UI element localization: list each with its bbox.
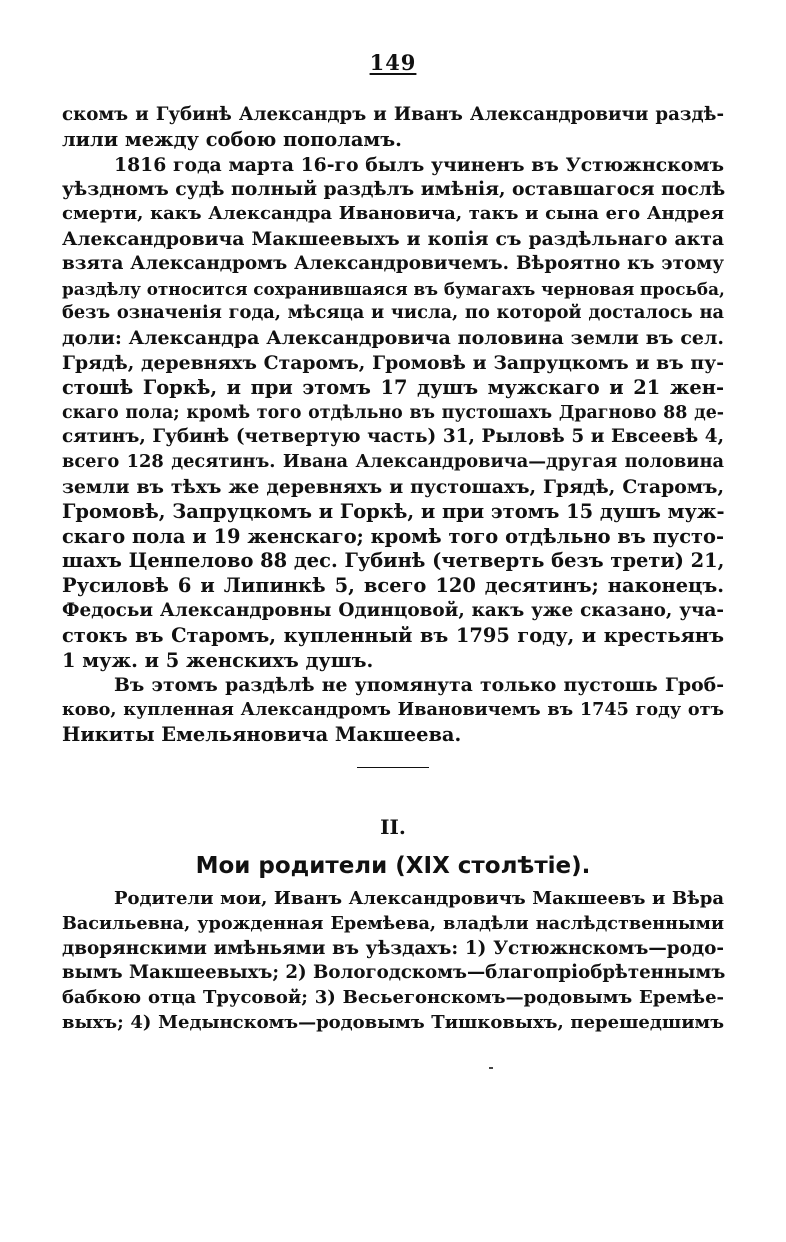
- text-line: скаго пола; кромѣ того отдѣльно въ пустошахъ Драгново 88 де-: [62, 402, 724, 423]
- text-block-upper: [62, 103, 724, 748]
- text-line: Родители мои, Иванъ Александровичъ Макшеевъ и Вѣра: [114, 888, 724, 909]
- text-line: скаго пола и 19 женскаго; кромѣ того отдѣльно въ пусто-: [62, 524, 724, 548]
- text-line: земли въ тѣхъ же деревняхъ и пустошахъ, Грядѣ, Старомъ,: [62, 475, 724, 498]
- text-line: уѣздномъ судѣ полный раздѣлъ имѣнія, оставшагося послѣ: [62, 178, 726, 201]
- text-line: выхъ; 4) Медынскомъ—родовымъ Тишковыхъ, перешедшимъ: [62, 1011, 724, 1033]
- section-number: II.: [380, 815, 406, 839]
- section-divider: [357, 767, 429, 768]
- paragraph-4: [62, 887, 724, 1036]
- text-line: бабкою отца Трусовой; 3) Весьегонскомъ—родовымъ Еремѣе-: [62, 987, 724, 1009]
- text-line: Васильевна, урожденная Еремѣева, владѣли наслѣдственными: [62, 912, 724, 934]
- text-line: стошѣ Горкѣ, и при этомъ 17 душъ мужскаго и 21 жен-: [62, 375, 724, 399]
- text-line: безъ означенія года, мѣсяца и числа, по которой досталось на: [62, 302, 724, 324]
- text-line: раздѣлу относится сохранившаяся въ бумагахъ черновая просьба,: [62, 278, 725, 299]
- text-line: ково, купленная Александромъ Ивановичемъ въ 1745 году отъ: [62, 699, 724, 721]
- text-block-lower: [62, 887, 724, 1036]
- text-line: взята Александромъ Александровичемъ. Вѣроятно къ этому: [62, 252, 724, 274]
- text-line: Русиловѣ 6 и Липинкѣ 5, всего 120 десятинъ; наконецъ.: [62, 574, 724, 598]
- text-line: сятинъ, Губинѣ (четвертую часть) 31, Рыловѣ 5 и Евсеевѣ 4,: [62, 426, 724, 448]
- text-line: 1 муж. и 5 женскихъ душъ.: [62, 648, 374, 672]
- text-line: Громовѣ, Запруцкомъ и Горкѣ, и при этомъ 15 душъ муж-: [62, 499, 725, 523]
- paragraph-3: [62, 673, 724, 747]
- text-line: шахъ Ценпелово 88 дес. Губинѣ (четверть безъ трети) 21,: [62, 549, 725, 573]
- paragraph-1: [62, 103, 724, 153]
- text-line: лили между собою пополамъ.: [62, 127, 402, 151]
- text-line: дворянскими имѣньями въ уѣздахъ: 1) Устюжнскомъ—родо-: [62, 937, 724, 959]
- text-line: Грядѣ, деревняхъ Старомъ, Громовѣ и Запруцкомъ и въ пу-: [62, 351, 724, 374]
- text-line: стокъ въ Старомъ, купленный въ 1795 году, и крестьянъ: [62, 623, 724, 647]
- text-line: Федосьи Александровны Одинцовой, какъ уже сказано, уча-: [62, 599, 724, 621]
- text-line: всего 128 десятинъ. Ивана Александровича—другая половина: [62, 451, 724, 473]
- ink-mark: [489, 1067, 493, 1069]
- page-number: 149: [369, 50, 417, 75]
- text-line: доли: Александра Александровича половина земли въ сел.: [62, 327, 724, 350]
- text-line: 1816 года марта 16-го былъ учиненъ въ Устюжнскомъ: [114, 153, 724, 176]
- section-title: Мои родители (XIX столѣтіе).: [195, 853, 591, 879]
- text-line: Въ этомъ раздѣлѣ не упомянута только пустошь Гроб-: [114, 674, 724, 697]
- text-line: смерти, какъ Александра Ивановича, такъ и сына его Андрея: [62, 203, 724, 225]
- text-line: вымъ Макшеевыхъ; 2) Вологодскомъ—благопріобрѣтеннымъ: [62, 962, 726, 984]
- text-line: Александровича Макшеевыхъ и копія съ раздѣльнаго акта: [62, 227, 724, 250]
- text-line: скомъ и Губинѣ Александръ и Иванъ Александровичи раздѣ-: [62, 104, 724, 125]
- text-line: Никиты Емельяновича Макшеева.: [62, 722, 462, 746]
- paragraph-2: [62, 153, 724, 674]
